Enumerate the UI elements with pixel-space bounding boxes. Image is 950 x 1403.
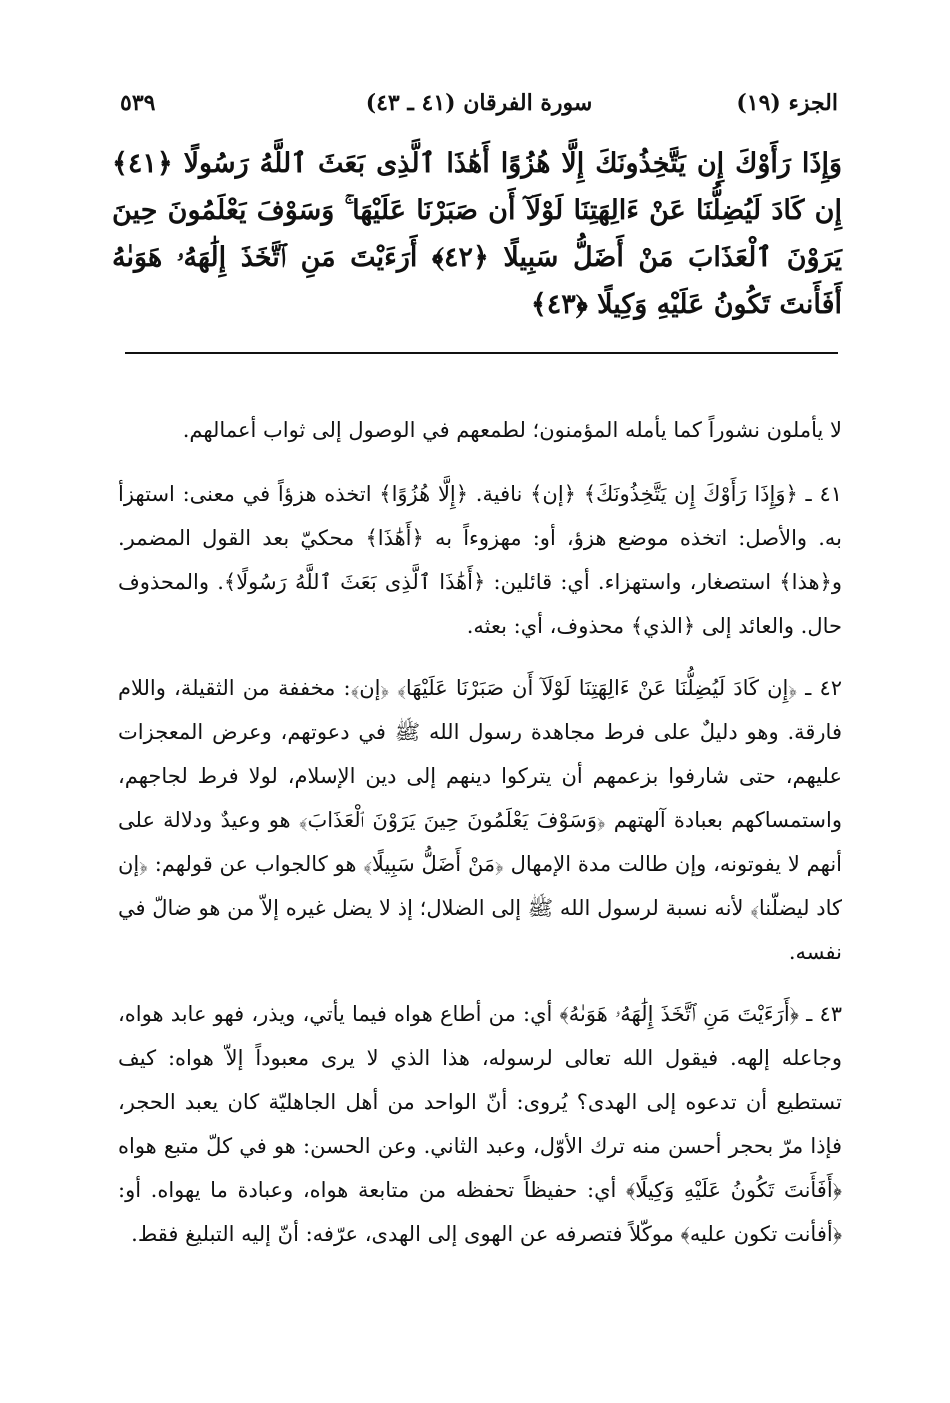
quran-verses: وَإِذَا رَأَوْكَ إِن يَتَّخِذُونَكَ إِلَّا هُزُوًا أَهَٰذَا ٱلَّذِى بَعَثَ ٱللَّهُ رَسُولًا ﴿٤١﴾ إِن كَادَ لَيُضِلُّنَا عَنْ ءَالِهَتِنَا لَوْلَآ أَن صَبَرْنَا عَلَيْهَا ۚ وَسَوْفَ يَعْلَمُونَ حِينَ يَرَوْنَ ٱلْعَذَابَ مَنْ أَضَلُّ سَبِيلًا ﴿٤٢﴾ أَرَءَيْتَ مَنِ ٱتَّخَذَ إِلَٰهَهُۥ هَوَىٰهُ أَفَأَنتَ تَكُونُ عَلَيْهِ وَكِيلًا ﴿٤٣﴾	[112, 148, 842, 320]
page-number: ٥٣٩	[120, 90, 156, 116]
surah-title: سورة الفرقان (٤١ ـ ٤٣)	[365, 90, 593, 116]
part-label: الجزء (١٩)	[736, 90, 838, 116]
commentary-paragraph: لا يأملون نشوراً كما يأمله المؤمنون؛ لطمعهم في الوصول إلى ثواب أعمالهم.	[182, 418, 842, 442]
commentary	[118, 408, 842, 1274]
commentary-paragraph: ٤٣ ـ ﴿أَرَءَيْتَ مَنِ ٱتَّخَذَ إِلَٰهَهُۥ هَوَىٰهُ﴾ أي: من أطاع هواه فيما يأتي، ويذر، فهو عابد هواه، وجاعله إلهه. فيقول الله تعالى لرسوله، هذا الذي لا يرى معبوداً إلاّ هواه: كيف تستطيع أن تدعوه إلى الهدى؟ يُروى: أنّ الواحد من أهل الجاهليّة كان يعبد الحجر، فإذا مرّ بحجر أحسن منه ترك الأوّل، وعبد الثاني. وعن الحسن: هو في كلّ متبع هواه ﴿أَفَأَنتَ تَكُونُ عَلَيْهِ وَكِيلًا﴾ أي: حفيظاً تحفظه من متابعة هواه، وعبادة ما يهواه. أو: ﴿أفأنت تكون عليه﴾ موكّلاً فتصرفه عن الهوى إلى الهدى، عرّفه: أنّ إليه التبليغ فقط.	[118, 1002, 842, 1246]
divider-line	[125, 352, 838, 354]
page-header	[120, 86, 838, 120]
commentary-paragraph: ٤١ ـ ﴿وَإِذَا رَأَوْكَ إِن يَتَّخِذُونَكَ﴾ ﴿إن﴾ نافية. ﴿إِلَّا هُزُوًا﴾ اتخذه هزؤاً في معنى: استهزأ به. والأصل: اتخذه موضع هزؤ، أو: مهزوءاً به ﴿أَهَٰذَا﴾ محكيّ بعد القول المضمر. و﴿هذا﴾ استصغار، واستهزاء. أي: قائلين: ﴿أَهَٰذَا ٱلَّذِى بَعَثَ ٱللَّهُ رَسُولًا﴾. والمحذوف حال. والعائد إلى ﴿الذي﴾ محذوف، أي: بعثه.	[118, 482, 842, 638]
commentary-paragraph: ٤٢ ـ ﴿إِن كَادَ لَيُضِلُّنَا عَنْ ءَالِهَتِنَا لَوْلَآ أَن صَبَرْنَا عَلَيْهَا﴾ ﴿إن﴾: مخففة من الثقيلة، واللام فارقة. وهو دليلٌ على فرط مجاهدة رسول الله ﷺ في دعوتهم، وعرض المعجزات عليهم، حتى شارفوا بزعمهم أن يتركوا دينهم إلى دين الإسلام، لولا فرط لجاجهم، واستمساكهم بعبادة آلهتهم ﴿وَسَوْفَ يَعْلَمُونَ حِينَ يَرَوْنَ ٱلْعَذَابَ﴾ هو وعيدٌ ودلالة على أنهم لا يفوتونه، وإن طالت مدة الإمهال ﴿مَنْ أَضَلُّ سَبِيلًا﴾ هو كالجواب عن قولهم: ﴿إن كاد ليضلّنا﴾ لأنه نسبة لرسول الله ﷺ إلى الضلال؛ إذ لا يضل غيره إلاّ من هو ضالّ في نفسه.	[118, 676, 843, 964]
